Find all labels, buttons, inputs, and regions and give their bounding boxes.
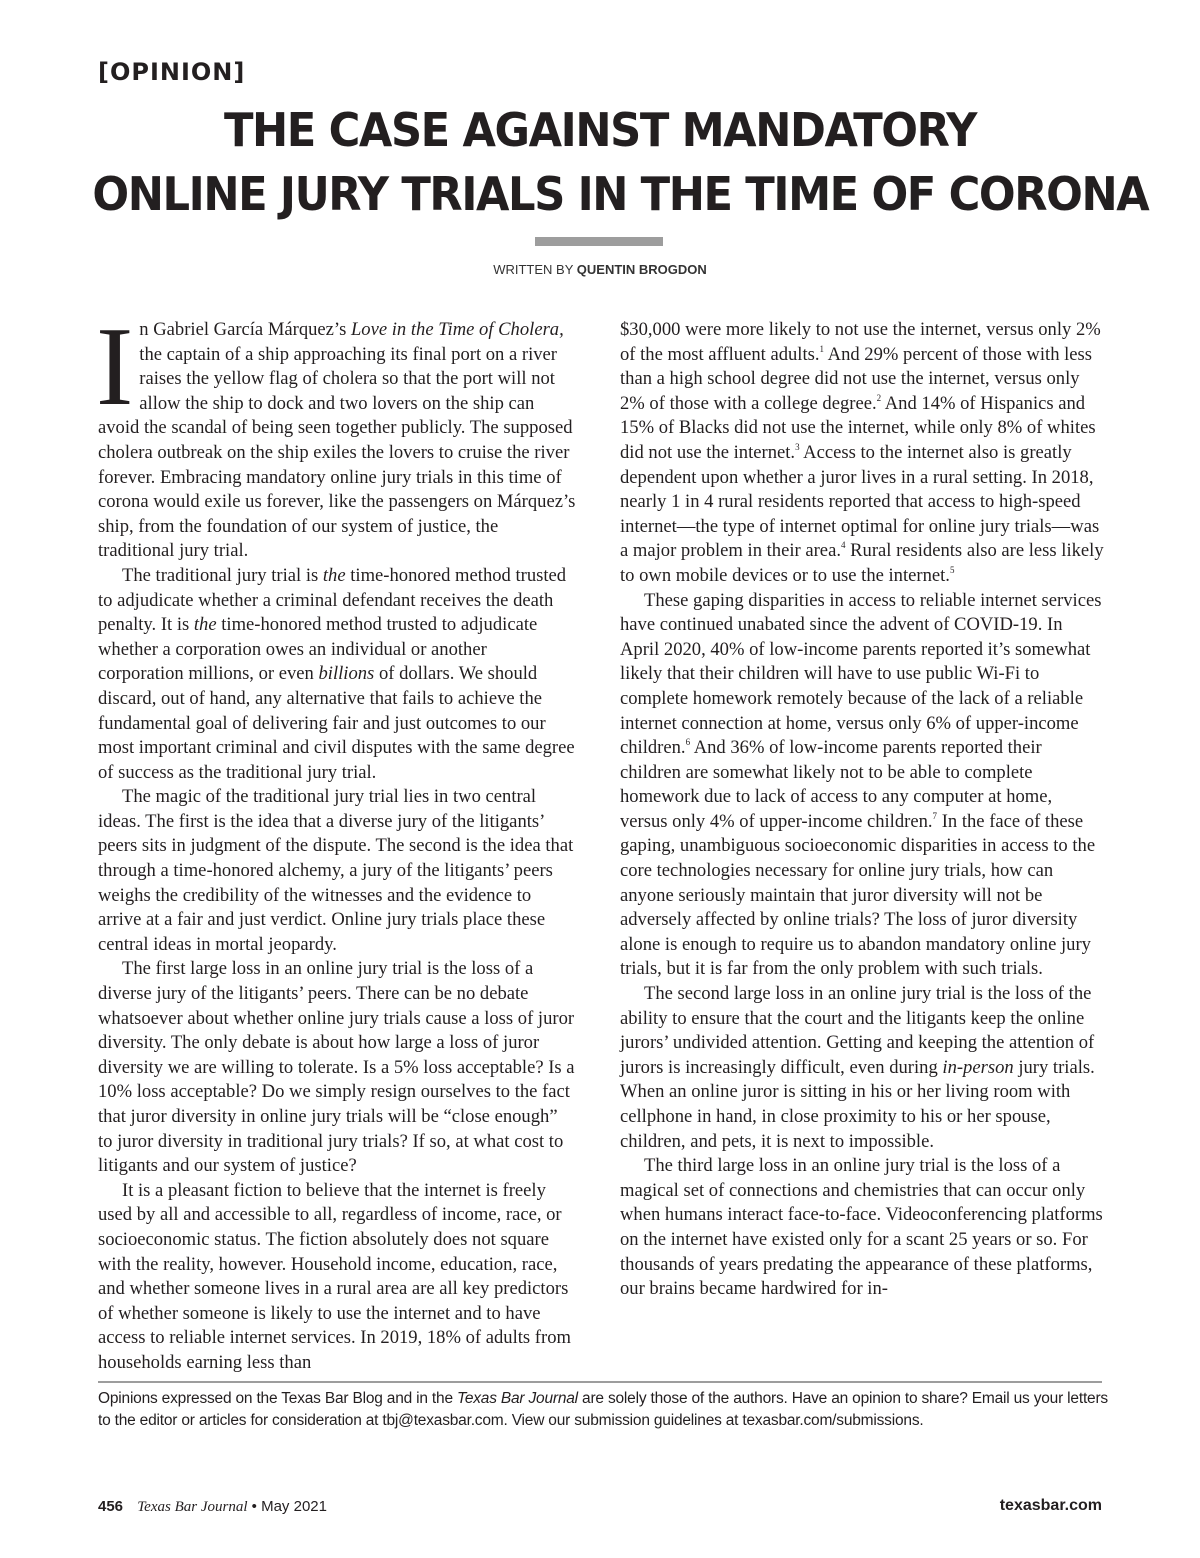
section-kicker: [OPINION]: [98, 58, 246, 86]
footnote-ref: 7: [932, 810, 938, 821]
footer-divider: [98, 1381, 1102, 1383]
page-folio: [98, 1498, 327, 1516]
article-paragraph: The magic of the traditional jury trial lies in two central ideas. The first is the idea that a diverse jury of the litigants’ peers sits in judgment of the dispute. The second is the idea that through a time-honored alchemy, a jury of the litigants’ peers weighs the credibility of the witnesses and the evidence to arrive at a fair and just verdict. Online jury trials place these central ideas in mortal jeopardy.: [98, 786, 574, 955]
text-run: are solely those of the authors. Have an opinion to share? Email us your letters to the editor or articles for consideration at tbj@texasbar.com. View our submission guidelines at texasbar.com/submissions.: [98, 1390, 1108, 1429]
headline-divider: [535, 237, 663, 246]
text-run: The second large loss in an online jury trial is the loss of the ability to ensure that the court and the litigants keep the online jurors’ undivided attention. Getting and keeping the attention of jurors is increasingly difficult, even during: [620, 983, 1095, 1078]
article-paragraph: The first large loss in an online jury trial is the loss of a diverse jury of the litigants’ peers. There can be no debate whatsoever about whether online jury trials cause a loss of juror diversity. The only debate is about how large a loss of juror diversity we are willing to tolerate. Is a 5% loss acceptable? Is a 10% loss acceptable? Do we simply resign ourselves to the fact that juror diversity in online jury trials will be “close enough” to juror diversity in traditional jury trials? If so, at what cost to litigants and our system of justice?: [98, 958, 575, 1177]
text-run: And 29% percent of those with less than a high school degree did not use the internet, versus only 2% of those with a college degree.: [620, 343, 1093, 414]
text-run: time-honored method trusted to adjudicate whether a corporation owes an individual or another corporation millions, or even: [98, 614, 538, 685]
article-column-right: [620, 318, 1104, 1302]
headline-line-2: ONLINE JURY TRIALS IN THE TIME OF CORONA: [92, 167, 1149, 221]
footnote-ref: 1: [819, 343, 825, 354]
text-run: time-honored method trusted to adjudicate whether a criminal defendant receives the death penalty. It is: [98, 564, 567, 636]
website-link[interactable]: texasbar.com: [999, 1497, 1102, 1514]
text-run: Access to the internet also is greatly dependent upon whether a juror lives in a rural setting. In 2018, nearly 1 in 4 rural residents reported that access to high-speed internet—the type of internet optimal for online jury trials—was a major problem in their area.: [620, 441, 1100, 562]
folio-separator: •: [251, 1498, 257, 1515]
drop-cap: I: [96, 305, 134, 429]
author-name: QUENTIN BROGDON: [576, 262, 707, 277]
page-number: 456: [98, 1498, 124, 1515]
article-paragraph: [620, 589, 1104, 983]
text-run: n Gabriel García Márquez’s: [139, 319, 351, 340]
emphasis: in-person: [942, 1056, 1014, 1078]
text-run: And 36% of low-income parents reported their children are somewhat likely not to be able to complete homework due to lack of access to any computer at home, versus only 4% of upper-income children.: [620, 737, 1053, 832]
article-paragraph: [620, 318, 1104, 589]
text-run: The traditional jury trial is: [122, 564, 323, 586]
footnote-ref: 6: [685, 737, 691, 748]
footnote-ref: 2: [876, 392, 882, 403]
text-run: In the face of these gaping, unambiguous socioeconomic disparities in access to the core technologies necessary for online jury trials, how can anyone seriously maintain that juror diversity will not be adversely affected by online trials? The loss of juror diversity alone is enough to require us to abandon mandatory online jury trials, but it is far from the only problem with such trials.: [620, 810, 1096, 980]
book-title: Love in the Time of Cholera,: [350, 319, 564, 340]
emphasis: billions: [318, 663, 375, 685]
article-paragraph: It is a pleasant fiction to believe that the internet is freely used by all and accessible to all, regardless of income, race, or socioeconomic status. The fiction absolutely does not square with the reality, however. Household income, education, race, and whether someone lives in a rural area are all key predictors of whether someone is likely to use the internet and to have access to reliable internet services. In 2019, 18% of adults from households earning less than: [98, 1179, 571, 1373]
byline: [0, 262, 1200, 277]
headline-line-1: THE CASE AGAINST MANDATORY: [223, 103, 977, 157]
footnote-ref: 5: [949, 564, 955, 575]
article-headline: [92, 98, 1149, 226]
text-run: These gaping disparities in access to reliable internet services have continued unabated since the advent of COVID-19. In April 2020, 40% of low-income parents reported it’s somewhat likely that their children will have to use public Wi-Fi to complete homework remotely because of the lack of a reliable internet connection at home, versus only 6% of upper-income children.: [620, 589, 1102, 759]
article-column-left: [96, 305, 576, 1376]
emphasis: the: [322, 564, 346, 586]
text-run: And 14% of Hispanics and 15% of Blacks did not use the internet, while only 8% of whites did not use the internet.: [620, 392, 1096, 463]
text-run: the captain of a ship approaching its final port on a river raises the yellow flag of cholera so that the port will not allow the ship to dock and two lovers on the ship can avoid the scandal of being seen together publicly. The supposed cholera outbreak on the ship exiles the lovers to cruise the river forever. Embracing mandatory online jury trials in this time of corona would exile us forever, like the passengers on Márquez’s ship, from the foundation of our system of justice, the traditional jury trial.: [98, 343, 576, 562]
text-run: $30,000 were more likely to not use the internet, versus only 2% of the most affluent adults.: [620, 319, 1101, 365]
text-run: Rural residents also are less likely to own mobile devices or to use the internet.: [620, 540, 1104, 586]
journal-title: Texas Bar Journal: [456, 1390, 578, 1407]
article-paragraph: [620, 982, 1104, 1154]
footnote-ref: 3: [795, 441, 800, 452]
article-paragraph: [98, 564, 576, 785]
article-paragraph: The third large loss in an online jury trial is the loss of a magical set of connections and chemistries that can occur only when humans interact face-to-face. Videoconferencing platforms on the internet have existed only for a scant 25 years or so. For thousands of years predating the appearance of these platforms, our brains became hardwired for in-: [620, 1155, 1103, 1300]
byline-prefix: WRITTEN BY: [493, 262, 574, 277]
issue-date: May 2021: [261, 1498, 327, 1515]
journal-name: Texas Bar Journal: [137, 1499, 248, 1515]
emphasis: the: [193, 614, 217, 636]
text-run: of dollars. We should discard, out of hand, any alternative that fails to achieve the fundamental goal of delivering fair and just outcomes to our most important criminal and civil disputes with the same degree of success as the traditional jury trial.: [98, 663, 575, 783]
text-run: Opinions expressed on the Texas Bar Blog and in the: [98, 1390, 457, 1407]
opinion-disclaimer: [98, 1388, 1108, 1432]
text-run: jury trials. When an online juror is sitting in his or her living room with cellphone in hand, in close proximity to his or her spouse, children, and pets, it is next to impossible.: [620, 1056, 1095, 1152]
article-paragraph: [96, 305, 576, 564]
footnote-ref: 4: [840, 540, 846, 551]
